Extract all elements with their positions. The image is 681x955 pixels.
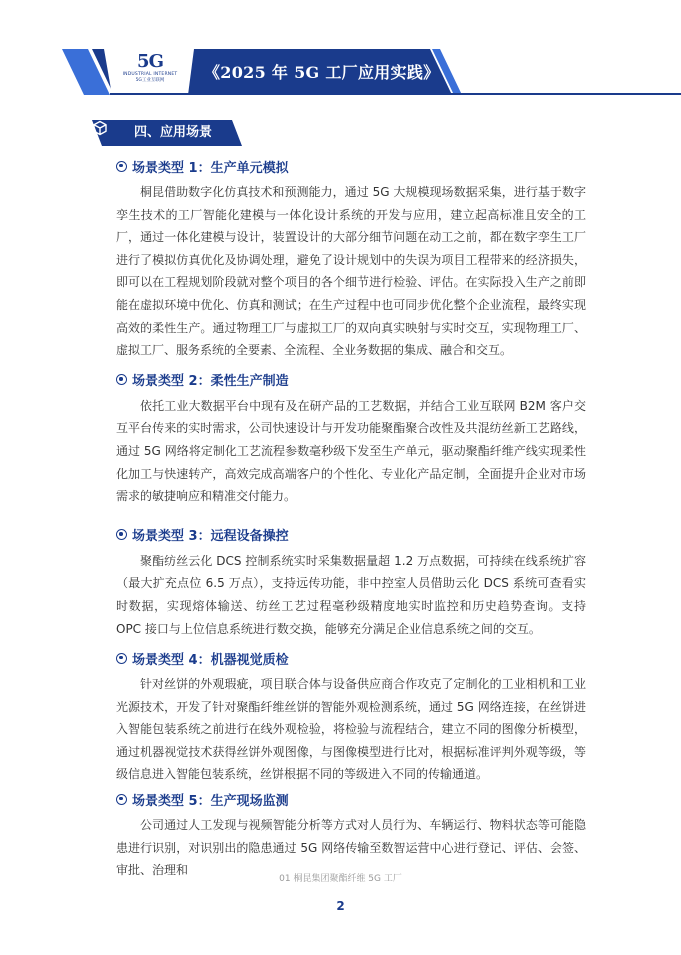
target-icon [116,374,127,385]
target-icon [116,653,127,664]
scene-heading-text: 场景类型 3：远程设备操控 [132,529,289,545]
scene-heading [116,367,586,393]
document-title: 《2025 年 5G 工厂应用实践》 [204,63,440,82]
scene-paragraph: 针对丝饼的外观瑕疵，项目联合体与设备供应商合作攻克了定制化的工业相机和工业光源技术，开发了针对聚酯纤维丝饼的智能外观检测系统，通过 5G 网络连接，在丝饼进入智能包装系统之前进行在线外观检验，将检验与流程结合，建立不同的图像分析模型，通过机器视觉技术获得丝饼外观图像，与图像模型进行比对，根据标准评判外观等级，等级信息进入智能包装系统，丝饼根据不同的等级进入不同的传输通道。 [116,677,586,782]
scene-block-3 [116,522,586,640]
scene-heading-text: 场景类型 2：柔性生产制造 [132,374,289,390]
target-icon [116,161,127,172]
scene-paragraph: 桐昆借助数字化仿真技术和预测能力，通过 5G 大规模现场数据采集，进行基于数字孪生技术的工厂智能化建模与一体化设计系统的开发与应用，建立起高标准且安全的工厂，通过一体化建模与设计，装置设计的大部分细节问题在动工之前，都在数字孪生工厂进行了模拟仿真优化及协调处理，避免了设计规划中的失误为项目工程带来的经济损失，即可以在工程规划阶段就对整个项目的各个细节进行检验、评估。在实际投入生产之前即能在虚拟环境中优化、仿真和测试；在生产过程中也可同步优化整个企业流程，最终实现高效的柔性生产。通过物理工厂与虚拟工厂的双向真实映射与实时交互，实现物理工厂、虚拟工厂、服务系统的全要素、全流程、全业务数据的集成、融合和交互。 [116,185,586,358]
logo-mark: 5G [137,51,163,72]
content-body [116,153,586,882]
scene-paragraph: 聚酯纺丝云化 DCS 控制系统实时采集数据量超 1.2 万点数据，可持续在线系统扩容（最大扩充点位 6.5 万点），支持远传功能，非中控室人员借助云化 DCS 系统可查看实时数据，实现熔体输送、纺丝工艺过程毫秒级精度地实时监控和历史趋势查询。支持 OPC 接口与上位信息系统进行数交换，能够充分满足企业信息系统之间的交互。 [116,553,586,636]
scene-block-1 [116,153,586,362]
scene-heading [116,522,586,548]
scene-heading-text: 场景类型 5：生产现场监测 [132,793,289,809]
scene-paragraph: 公司通过人工发现与视频智能分析等方式对人员行为、车辆运行、物料状态等可能隐患进行识别，对识别出的隐患通过 5G 网络传输至数智运营中心进行登记、评估、会签、审批、治理和 [116,818,586,878]
scene-block-4 [116,645,586,786]
section-title: 四、应用场景 [134,125,213,140]
logo-english-text: INDUSTRIAL INTERNET [122,72,178,77]
scene-heading-text: 场景类型 1：生产单元模拟 [132,160,289,176]
cube-icon [92,120,108,136]
logo [112,52,188,92]
target-icon [116,529,127,540]
scene-heading [116,645,586,671]
scene-block-5 [116,786,586,882]
logo-chinese-text: 5G工业互联网 [135,78,165,83]
scene-paragraph: 依托工业大数据平台中现有及在研产品的工艺数据，并结合工业互联网 B2M 客户交互平台传来的实时需求，公司快速设计与开发功能聚酯聚合改性及共混纺丝新工艺路线，通过 5G 网络将定制化工艺流程参数毫秒级下发至生产单元，驱动聚酯纤维产线实现柔性化加工与快速转产，高效完成高端客户的个性化、专业化产品定制，全面提升企业对市场需求的敏捷响应和精准交付能力。 [116,398,586,504]
page-number: 2 [336,899,345,913]
scene-heading [116,786,586,812]
scene-heading-text: 场景类型 4：机器视觉质检 [132,652,289,668]
footer-note: 01 桐昆集团聚酯纤维 5G 工厂 [279,874,402,884]
scene-block-2 [116,367,586,508]
scene-heading [116,153,586,179]
target-icon [116,794,127,805]
